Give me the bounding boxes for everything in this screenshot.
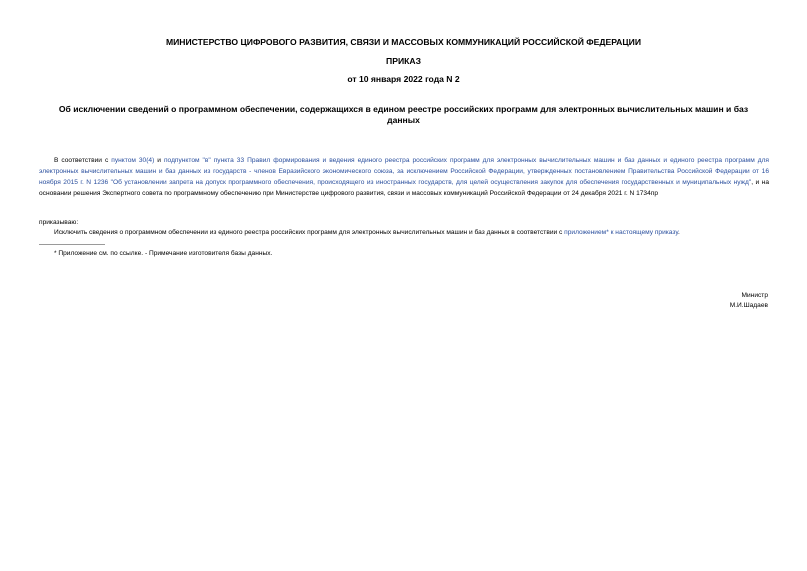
link-subpoint-33-rules[interactable]: подпунктом "в" пункта 33 Правил формирования и ведения единого реестра российских программ для электронных вычислительных машин и баз данных и единого реестра программ для электронных вычислительных машин и баз данных из государств - членов Евразийского экономического союза, за исключением Российской Федерации, утвержденных постановлением Правительства Российской Федерации от 16 ноября 2015 г. N 1236 "Об установлении запрета на допуск программного обеспечения, происходящего из иностранных государств, для целей осуществления закупок для обеспечения государственных и муниципальных нужд" — [39, 157, 769, 186]
signature-name: М.И.Шадаев — [729, 302, 768, 309]
signature-position: Министр — [741, 292, 768, 299]
document-title: Об исключении сведений о программном обеспечении, содержащихся в едином реестре российских программ для электронных вычислительных машин и баз данных — [58, 104, 749, 125]
order-date-number: от 10 января 2022 года N 2 — [347, 74, 460, 84]
order-label: ПРИКАЗ — [386, 56, 421, 66]
order-clause-paragraph — [39, 227, 769, 238]
footnote: * Приложение см. по ссылке. - Примечание изготовителя базы данных. — [54, 250, 273, 257]
ministry-name: МИНИСТЕРСТВО ЦИФРОВОГО РАЗВИТИЯ, СВЯЗИ И МАССОВЫХ КОММУНИКАЦИЙ РОССИЙСКОЙ ФЕДЕРАЦИИ — [165, 37, 642, 47]
clause-text-1: Исключить сведения о программном обеспечении из единого реестра российских программ для электронных вычислительных машин и баз данных в соответствии с — [54, 229, 565, 236]
link-appendix[interactable]: приложением* к настоящему приказу — [564, 229, 678, 236]
clause-text-2: . — [677, 229, 680, 236]
link-point-30-4[interactable]: пунктом 30(4) — [111, 157, 155, 164]
order-word: приказываю: — [39, 219, 79, 226]
preamble-paragraph — [39, 155, 769, 199]
preamble-text-1: В соответствии с — [54, 157, 112, 164]
preamble-text-3: , и на основании решения Экспертного совета по программному обеспечению при Министерстве цифрового развития, связи и массовых коммуникаций Российской Федерации от 24 декабря 2021 г. N 1734пр — [39, 179, 769, 197]
footnote-separator — [39, 244, 105, 245]
preamble-text-2: и — [154, 157, 164, 164]
